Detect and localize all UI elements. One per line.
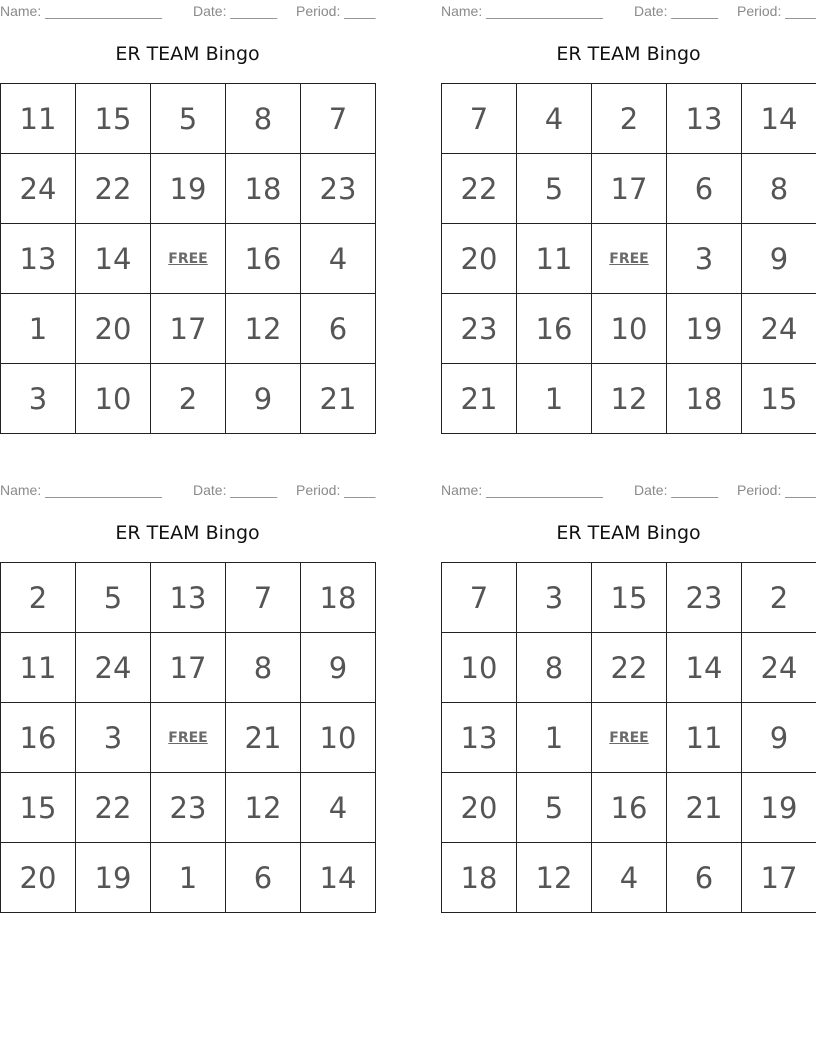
name-field: Name: _______________ [0,3,162,19]
grid-row [1,563,376,633]
grid-cell: 16 [1,703,76,773]
grid-cell: 8 [742,154,816,224]
grid-cell: 18 [301,563,376,633]
grid-row [442,154,816,224]
grid-cell: 14 [742,84,816,154]
grid-cell: 6 [226,843,301,913]
grid-cell: 12 [226,294,301,364]
grid-row [442,633,816,703]
grid-cell: 6 [667,843,742,913]
form-header [0,3,375,19]
grid-cell: 2 [742,563,816,633]
grid-cell: 15 [592,563,667,633]
grid-cell: 12 [517,843,592,913]
grid-cell: 7 [442,563,517,633]
period-field: Period: ____ [296,3,376,19]
grid-cell: 9 [742,224,816,294]
grid-cell: 2 [1,563,76,633]
free-space-cell: FREE [151,703,226,773]
bingo-grid [0,562,376,913]
grid-row [1,224,376,294]
grid-cell: 10 [76,364,151,434]
grid-cell: 5 [517,773,592,843]
grid-cell: 7 [442,84,517,154]
form-header [441,482,816,498]
date-field: Date: ______ [193,3,278,19]
grid-cell: 7 [226,563,301,633]
form-header [441,3,816,19]
grid-row [1,703,376,773]
grid-cell: 21 [442,364,517,434]
grid-row [442,364,816,434]
grid-cell: 15 [1,773,76,843]
grid-cell: 11 [667,703,742,773]
grid-cell: 9 [226,364,301,434]
grid-row [442,84,816,154]
grid-cell: 5 [517,154,592,224]
card-title: ER TEAM Bingo [556,43,701,65]
period-field: Period: ____ [737,3,816,19]
grid-cell: 17 [151,633,226,703]
card-title: ER TEAM Bingo [115,43,260,65]
grid-cell: 17 [151,294,226,364]
grid-cell: 20 [442,773,517,843]
free-space-cell: FREE [592,703,667,773]
form-header [0,482,375,498]
grid-cell: 16 [592,773,667,843]
grid-cell: 7 [301,84,376,154]
grid-cell: 1 [151,843,226,913]
grid-cell: 6 [301,294,376,364]
grid-cell: 3 [517,563,592,633]
grid-cell: 2 [151,364,226,434]
grid-row [1,773,376,843]
grid-row [1,633,376,703]
grid-cell: 22 [76,773,151,843]
grid-row [442,294,816,364]
grid-cell: 18 [226,154,301,224]
grid-cell: 11 [517,224,592,294]
bingo-grid [441,562,816,913]
grid-cell: 4 [517,84,592,154]
grid-row [1,154,376,224]
grid-cell: 15 [76,84,151,154]
grid-cell: 1 [1,294,76,364]
grid-cell: 20 [442,224,517,294]
grid-cell: 19 [151,154,226,224]
grid-cell: 10 [592,294,667,364]
grid-cell: 13 [442,703,517,773]
grid-cell: 4 [301,773,376,843]
grid-cell: 13 [667,84,742,154]
bingo-card [441,0,816,440]
grid-row [1,843,376,913]
grid-row [1,364,376,434]
grid-row [442,773,816,843]
grid-cell: 24 [742,294,816,364]
grid-cell: 18 [667,364,742,434]
grid-cell: 14 [301,843,376,913]
grid-cell: 17 [742,843,816,913]
grid-cell: 10 [442,633,517,703]
grid-cell: 23 [442,294,517,364]
grid-cell: 3 [667,224,742,294]
name-field: Name: _______________ [441,482,603,498]
grid-cell: 9 [301,633,376,703]
bingo-card [0,479,375,919]
grid-row [442,843,816,913]
grid-cell: 13 [151,563,226,633]
period-field: Period: ____ [737,482,816,498]
grid-cell: 10 [301,703,376,773]
grid-cell: 17 [592,154,667,224]
grid-cell: 5 [76,563,151,633]
grid-cell: 22 [76,154,151,224]
grid-cell: 21 [667,773,742,843]
grid-cell: 23 [301,154,376,224]
grid-row [442,563,816,633]
grid-cell: 18 [442,843,517,913]
grid-cell: 8 [226,84,301,154]
grid-row [442,703,816,773]
grid-row [1,84,376,154]
grid-cell: 19 [667,294,742,364]
grid-cell: 16 [517,294,592,364]
grid-cell: 19 [742,773,816,843]
grid-cell: 20 [1,843,76,913]
grid-cell: 3 [1,364,76,434]
grid-cell: 13 [1,224,76,294]
grid-cell: 12 [592,364,667,434]
date-field: Date: ______ [193,482,278,498]
card-title: ER TEAM Bingo [115,522,260,544]
grid-cell: 9 [742,703,816,773]
grid-cell: 14 [76,224,151,294]
grid-cell: 24 [742,633,816,703]
bingo-card [0,0,375,440]
grid-cell: 24 [76,633,151,703]
period-field: Period: ____ [296,482,376,498]
grid-cell: 21 [226,703,301,773]
grid-cell: 24 [1,154,76,224]
grid-cell: 20 [76,294,151,364]
grid-cell: 14 [667,633,742,703]
grid-cell: 8 [226,633,301,703]
grid-cell: 22 [442,154,517,224]
date-field: Date: ______ [634,3,719,19]
grid-cell: 22 [592,633,667,703]
bingo-card [441,479,816,919]
grid-cell: 16 [226,224,301,294]
grid-cell: 4 [301,224,376,294]
grid-cell: 1 [517,703,592,773]
grid-cell: 23 [151,773,226,843]
name-field: Name: _______________ [441,3,603,19]
grid-cell: 11 [1,633,76,703]
grid-cell: 4 [592,843,667,913]
grid-cell: 23 [667,563,742,633]
grid-cell: 8 [517,633,592,703]
card-title: ER TEAM Bingo [556,522,701,544]
grid-cell: 15 [742,364,816,434]
free-space-cell: FREE [151,224,226,294]
grid-cell: 2 [592,84,667,154]
grid-cell: 21 [301,364,376,434]
grid-cell: 5 [151,84,226,154]
grid-cell: 3 [76,703,151,773]
grid-cell: 1 [517,364,592,434]
grid-row [1,294,376,364]
grid-cell: 11 [1,84,76,154]
grid-row [442,224,816,294]
grid-cell: 6 [667,154,742,224]
bingo-grid [441,83,816,434]
grid-cell: 12 [226,773,301,843]
grid-cell: 19 [76,843,151,913]
bingo-grid [0,83,376,434]
free-space-cell: FREE [592,224,667,294]
name-field: Name: _______________ [0,482,162,498]
date-field: Date: ______ [634,482,719,498]
